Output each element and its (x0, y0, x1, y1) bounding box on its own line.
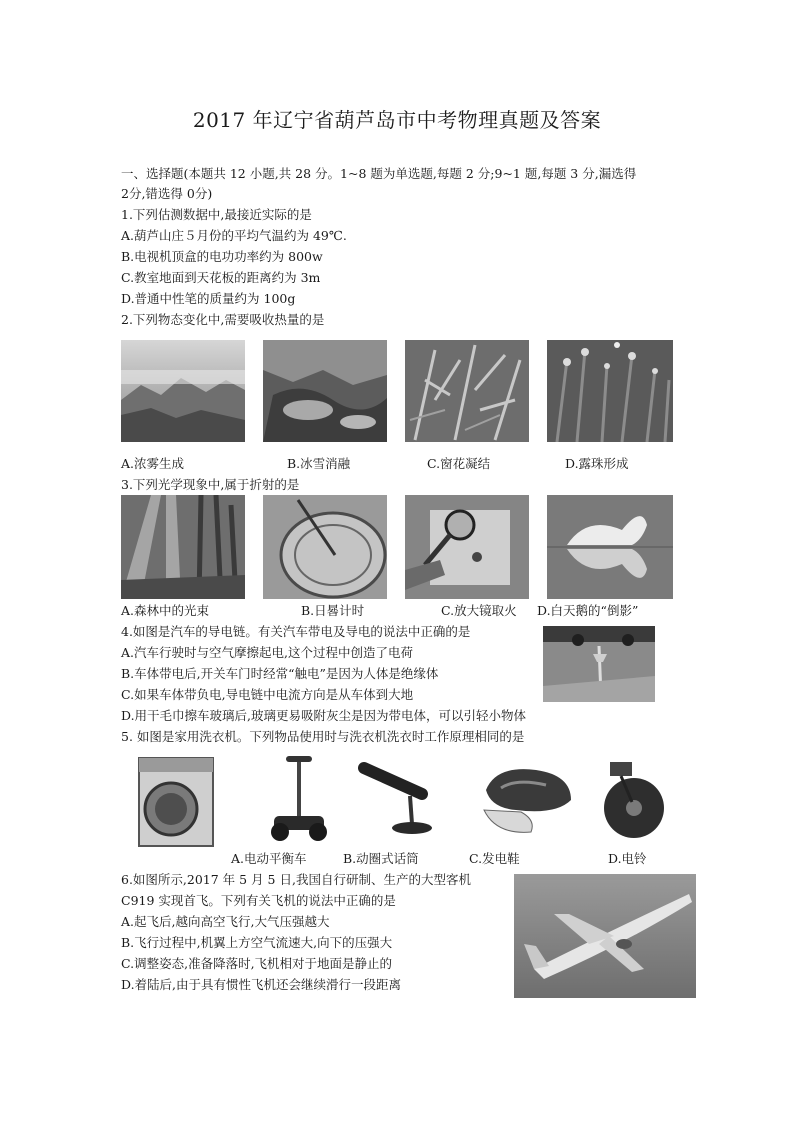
q5-option-c: C.发电鞋 (469, 851, 520, 866)
q5-image-microphone (352, 760, 448, 836)
q5-option-d: D.电铃 (608, 851, 647, 866)
q2-option-d: D.露珠形成 (565, 456, 629, 471)
q3-image-forest-light (121, 495, 245, 599)
q5-option-a: A.电动平衡车 (231, 851, 307, 866)
q2-image-fog (121, 340, 245, 442)
q4-option-c: C.如果车体带负电,导电链中电流方向是从车体到大地 (121, 687, 414, 702)
q6-stem-line2: C919 实现首飞。下列有关飞机的说法中正确的是 (121, 893, 396, 908)
page-title: 2017 年辽宁省葫芦岛市中考物理真题及答案 (192, 108, 602, 132)
q3-option-c: C.放大镜取火 (441, 603, 517, 618)
q1-option-a: A.葫芦山庄５月份的平均气温约为 49℃. (121, 228, 347, 243)
section-header-line1: 一、选择题(本题共 12 小题,共 28 分。1~8 题为单选题,每题 2 分;9~1 题,每题 3 分,漏选得 (121, 166, 637, 181)
q6-option-a: A.起飞后,越向高空飞行,大气压强越大 (121, 914, 330, 929)
q3-image-magnifier (405, 495, 529, 599)
q5-image-balance-scooter (266, 754, 332, 844)
q3-image-swan-reflection (547, 495, 673, 599)
q2-option-b: B.冰雪消融 (287, 456, 351, 471)
q5-image-electric-bell (594, 758, 672, 842)
q4-option-d: D.用干毛巾擦车玻璃后,玻璃更易吸附灰尘是因为带电体，可以引轻小物体 (121, 708, 527, 723)
q1-option-b: B.电视机顶盒的电功功率约为 800w (121, 249, 323, 264)
section-header-line2: 2分,错选得 0分) (121, 186, 213, 201)
q6-option-d: D.着陆后,由于具有惯性飞机还会继续滑行一段距离 (121, 977, 402, 992)
q2-stem: 2.下列物态变化中,需要吸收热量的是 (121, 312, 325, 327)
q5-image-washing-machine (121, 754, 219, 850)
q1-option-c: C.教室地面到天花板的距离约为 3m (121, 270, 321, 285)
q4-option-a: A.汽车行驶时与空气摩擦起电,这个过程中创造了电荷 (121, 645, 413, 660)
q6-option-b: B.飞行过程中,机翼上方空气流速大,向下的压强大 (121, 935, 393, 950)
q3-option-b: B.日晷计时 (301, 603, 365, 618)
q5-stem: 5. 如图是家用洗衣机。下列物品使用时与洗衣机洗衣时工作原理相同的是 (121, 729, 525, 744)
q4-image-car-chain (543, 626, 655, 702)
q2-image-frost-window (405, 340, 529, 442)
q3-image-sundial (263, 495, 387, 599)
q4-option-b: B.车体带电后,开关车门时经常“触电”是因为人体是绝缘体 (121, 666, 439, 681)
q2-option-c: C.窗花凝结 (427, 456, 491, 471)
q1-stem: 1.下列估测数据中,最接近实际的是 (121, 207, 312, 222)
q3-option-a: A.森林中的光束 (121, 603, 210, 618)
q5-option-b: B.动圈式话筒 (343, 851, 419, 866)
q4-stem: 4.如图是汽车的导电链。有关汽车带电及导电的说法中正确的是 (121, 624, 471, 639)
q3-option-d: D.白天鹅的“倒影” (537, 603, 639, 618)
q1-option-d: D.普通中性笔的质量约为 100g (121, 291, 296, 306)
q6-stem-line1: 6.如图所示,2017 年 5 月 5 日,我国自行研制、生产的大型客机 (121, 872, 471, 887)
q5-image-generator-shoe (476, 760, 576, 840)
q6-option-c: C.调整姿态,准备降落时,飞机相对于地面是静止的 (121, 956, 393, 971)
q2-option-a: A.浓雾生成 (121, 456, 185, 471)
q3-stem: 3.下列光学现象中,属于折射的是 (121, 477, 300, 492)
q6-image-c919-airplane (514, 874, 696, 998)
q2-image-dew (547, 340, 673, 442)
q2-image-melting-snow (263, 340, 387, 442)
